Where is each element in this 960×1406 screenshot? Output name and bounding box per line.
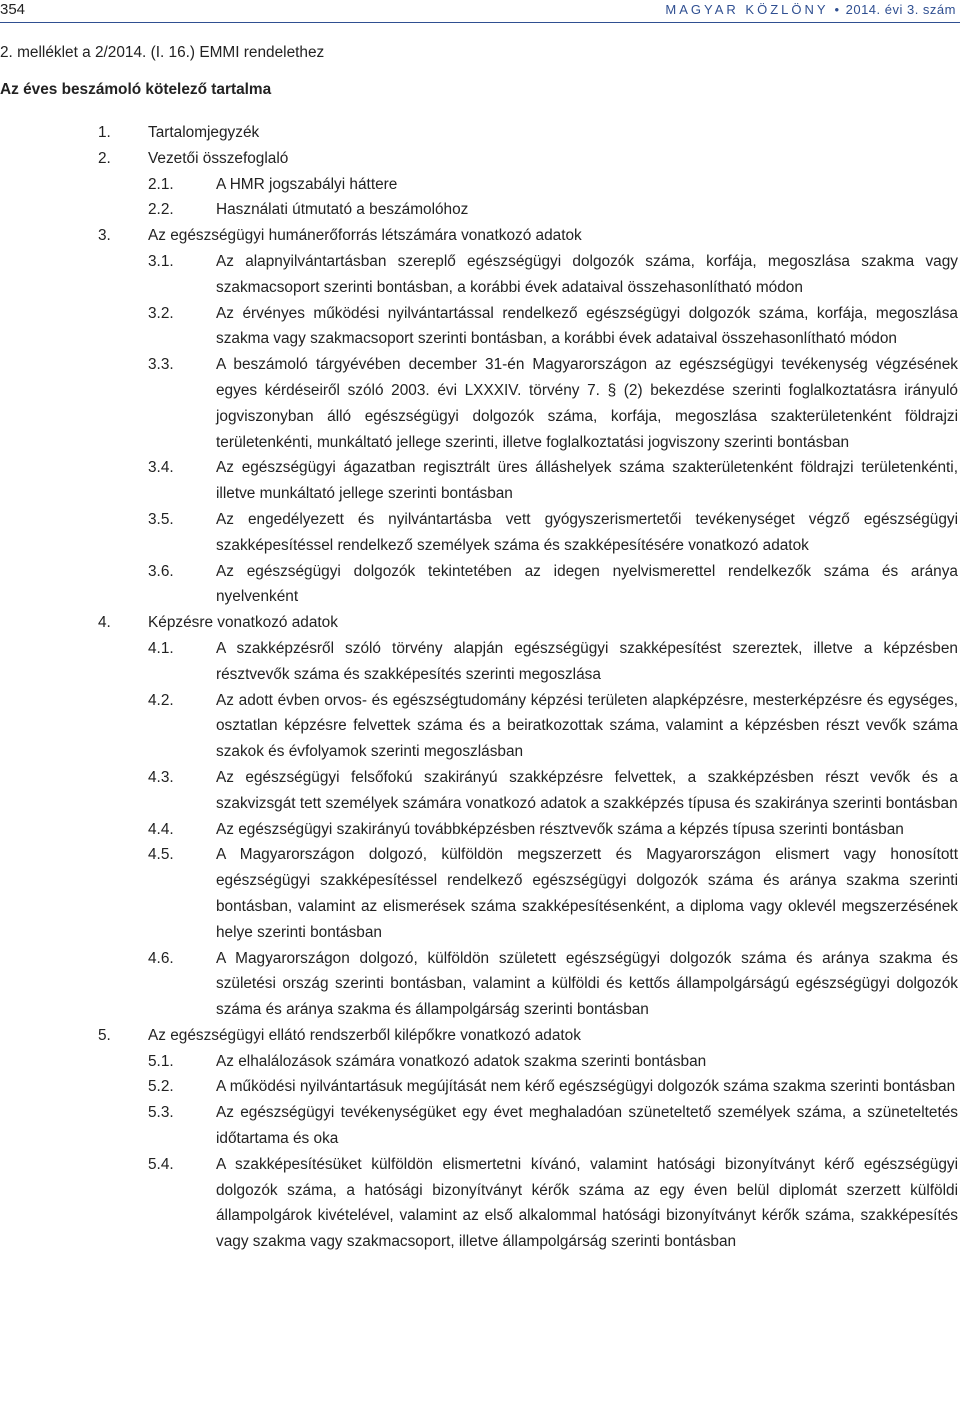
item-text: Az egészségügyi tevékenységüket egy évet meghaladóan szüneteltető személyek száma, a szüneteltetés időtartama és oka [216,1104,958,1148]
list-item [0,1049,958,1075]
item-number: 3.5. [148,510,174,528]
list-item [0,842,958,945]
list-item [0,120,958,146]
item-text: Az elhalálozások számára vonatkozó adatok szakma szerinti bontásban [216,1052,707,1070]
page-number: 354 [0,1,26,18]
list-item [0,610,958,636]
list-item [0,172,958,198]
item-text: Az egészségügyi felsőfokú szakirányú szakképzésre felvettek, a szakképzésben részt vevők és a szakvizsgát tett személyek számára vonatkozó adatok a szakképzés típusa és szakiránya szerinti bontásban [216,768,958,812]
item-text: Az engedélyezett és nyilvántartásba vett gyógyszerismertetői tevékenységet végző egészségügyi szakképesítéssel rendelkező személyek száma és szakképesítésére vonatkozó adatok [216,510,958,554]
item-number: 5.1. [148,1052,174,1070]
item-text: A beszámoló tárgyévében december 31-én Magyarországon az egészségügyi tevékenység végzésének egyes kérdéseiről szóló 2003. évi LXXXIV. törvény 7. § (2) bekezdése szerinti foglalkoztatásra irányuló jogviszonyban álló egészségügyi dolgozók száma, korfája, megoszlása szakterületenként földrajzi területenkénti, munkáltató jellege szerinti, illetve foglalkoztatási jogviszony szerinti bontásban [216,356,958,451]
item-number: 5.4. [148,1155,174,1173]
item-text: Az egészségügyi szakirányú továbbképzésben résztvevők száma a képzés típusa szerinti bontásban [216,820,904,838]
item-text: Vezetői összefoglaló [148,149,289,167]
item-number: 2.1. [148,175,174,193]
item-text: A Magyarországon dolgozó, külföldön megszerzett és Magyarországon elismert vagy honosított egészségügyi szakképesítéssel rendelkező egészségügyi dolgozók száma és aránya szakma szerinti bontásban, valamint az elismerések száma szakképesítésenként, a diploma vagy oklevél megszerzésének helye szerinti bontásban [216,846,958,941]
item-text: Az érvényes működési nyilvántartással rendelkező egészségügyi dolgozók száma, korfája, megoszlása szakma vagy szakmacsoport szerinti bontásban, a korábbi évek adataival összehasonlítható módon [216,304,958,348]
item-text: A Magyarországon dolgozó, külföldön született egészségügyi dolgozók száma és aránya szakma és születési ország szerinti bontásban, valamint a külföldi és kettős állampolgárságú egészségügyi dolgozók száma és aránya szakma és állampolgárság szerinti bontásban [216,949,958,1019]
item-number: 5. [98,1026,111,1044]
list-item [0,1074,958,1100]
item-number: 3.6. [148,562,174,580]
list-item [0,352,958,455]
item-text: Az alapnyilvántartásban szereplő egészségügyi dolgozók száma, korfája, megoszlása szakma vagy szakmacsoport szerinti bontásban, a korábbi évek adataival összehasonlítható módon [216,252,958,296]
list-item [0,946,958,1023]
item-number: 2.2. [148,201,174,219]
issue-label: 2014. évi 3. szám [845,2,956,17]
list-item [0,223,958,249]
item-number: 1. [98,124,111,141]
item-text: Az egészségügyi ágazatban regisztrált üres álláshelyek száma szakterületenként földrajzi területenkénti, illetve munkáltató jellege szerinti bontásban [216,459,958,503]
item-text: Az egészségügyi ellátó rendszerből kilépőkre vonatkozó adatok [148,1026,581,1044]
item-number: 3.2. [148,304,174,322]
header-separator: • [834,2,840,17]
item-number: 2. [98,149,111,167]
item-text: Az egészségügyi dolgozók tekintetében az idegen nyelvismerettel rendelkezők száma és aránya nyelvenként [216,562,958,606]
list-item [0,249,958,301]
list-item [0,559,958,611]
list-item [0,1152,958,1255]
list-item [0,301,958,353]
item-number: 4.1. [148,639,174,657]
item-number: 4.3. [148,768,174,786]
item-text: A szakképzésről szóló törvény alapján egészségügyi szakképesítést szereztek, illetve a képzésben résztvevők száma és szakképesítés szerinti megoszlása [216,639,958,683]
item-text: A működési nyilvántartásuk megújítását nem kérő egészségügyi dolgozók száma szakma szerinti bontásban [216,1078,956,1096]
item-text: Képzésre vonatkozó adatok [148,614,338,632]
item-text: A HMR jogszabályi háttere [216,175,398,193]
item-text: A szakképesítésüket külföldön elismertetni kívánó, valamint hatósági bizonyítványt kérő egészségügyi dolgozók száma, a hatósági bizonyítványt kérők száma az egy éven belül diplomát szerzett külföldi állampolgárok kivételével, valamint az első alkalommal hatósági bizonyítványt kérők száma, szakképesítés vagy szakma vagy szakmacsoport, illetve állampolgárság szerinti bontásban [216,1155,958,1251]
item-number: 4.4. [148,820,174,838]
contents-list [0,120,958,1255]
item-number: 3.3. [148,356,174,374]
item-number: 5.2. [148,1078,174,1096]
item-number: 3.4. [148,459,174,477]
list-item [0,507,958,559]
list-item [0,455,958,507]
annex-title: 2. melléklet a 2/2014. (I. 16.) EMMI rendelethez [0,44,325,61]
publication-info [665,0,956,20]
item-number: 5.3. [148,1104,174,1122]
item-number: 4.2. [148,691,174,709]
page-header [0,0,960,22]
item-number: 4.5. [148,846,174,864]
item-text: Az adott évben orvos- és egészségtudomány képzési területen alapképzésre, mesterképzésre és egységes, osztatlan képzésre felvettek száma és a beiratkozottak száma, valamint a képzésben részt vevők száma szakok és évfolyamok szerinti megoszlásban [216,691,958,761]
list-item [0,636,958,688]
list-item [0,197,958,223]
list-item [0,817,958,843]
list-item [0,688,958,765]
section-title: Az éves beszámoló kötelező tartalma [0,81,272,98]
item-number: 4. [98,614,111,632]
list-item [0,146,958,172]
item-number: 3. [98,227,111,245]
document-body [0,36,958,1255]
item-number: 4.6. [148,949,174,967]
item-text: Az egészségügyi humánerőforrás létszámára vonatkozó adatok [148,227,582,245]
item-text: Használati útmutató a beszámolóhoz [216,201,469,219]
list-item [0,765,958,817]
item-number: 3.1. [148,252,174,270]
list-item [0,1100,958,1152]
header-rule [0,22,960,23]
item-text: Tartalomjegyzék [148,124,260,141]
publication-name: MAGYAR KÖZLÖNY [665,2,829,17]
list-item [0,1023,958,1049]
